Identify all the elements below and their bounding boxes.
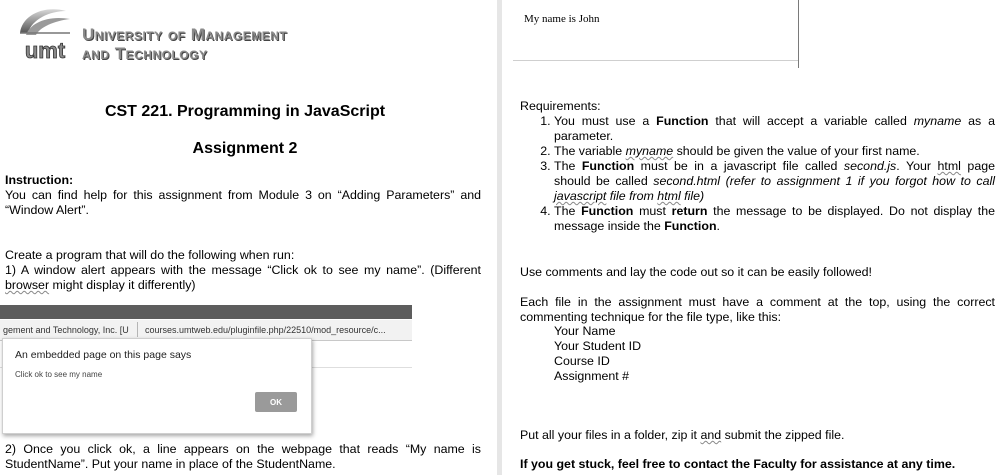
requirements-list [520,114,995,234]
req3-text-b: must be in a javascript file called [634,159,844,173]
task-step-1-browser: browser [5,278,50,292]
requirement-1 [554,114,995,144]
stuck-note: If you get stuck, feel free to contact the Faculty for assistance at any time. [520,457,956,471]
submit-text-a: Put all your files in a folder, zip it [520,428,701,442]
req3-function: Function [581,159,635,173]
webpage-output-box [513,0,799,68]
instruction-heading: Instruction: [5,173,74,187]
req4-text-b: must [633,204,672,218]
req3-text-a: The [554,159,582,173]
req1-text-a: You must use a [554,114,657,128]
req3-html-1: html [937,159,961,173]
task-step-1-text-a: 1) A window alert appears with the message “Click ok to see my name”. (Different [5,263,481,277]
req3-text-c: . Your [896,159,938,173]
req4-return: return [671,204,708,218]
requirement-2 [554,144,995,159]
header-line-course-id: Course ID [554,354,610,368]
header-line-name: Your Name [554,324,616,338]
req2-text-b: should be given the value of your first name. [673,144,920,158]
alert-dialog [2,338,312,434]
req3-text-g: file) [680,189,705,203]
umt-logo-icon [14,3,76,65]
req2-text-a: The variable [554,144,626,158]
req4-text-c: the message to be displayed. Do not display the message inside the [554,204,995,233]
output-text: My name is John [524,13,600,25]
submit-note [520,428,844,443]
alert-ok-button[interactable]: OK [255,392,297,412]
address-divider [137,322,138,337]
req3-javascript: javascript [554,189,607,203]
logo-technology-line: and Technology [82,44,208,63]
requirements-heading: Requirements: [520,99,601,113]
requirement-4 [554,204,995,234]
logo-emblem-text: umt [24,38,66,63]
req3-text-f: file from [606,189,658,203]
assignment-title: Assignment 2 [192,140,298,157]
req1-text-c: as a parameter. [554,114,995,143]
requirement-3 [554,159,995,204]
alert-dialog-message: Click ok to see my name [15,370,103,379]
submit-text-b: submit the zipped file. [721,428,845,442]
browser-tab-text: gement and Technology, Inc. [U [3,325,129,335]
req1-text-b: that will accept a variable called [708,114,914,128]
output-box-bottom-line [513,60,798,61]
alert-screenshot [0,305,412,435]
req4-text-d: . [716,219,720,233]
req4-function: Function [581,204,634,218]
req4-function-2: Function [664,219,717,233]
comments-note: Use comments and lay the code out so it can be easily followed! [520,265,872,279]
req3-text-d: page should be called [554,159,996,188]
task-intro: Create a program that will do the following when run: [5,248,295,262]
header-line-assignment: Assignment # [554,369,630,383]
task-step-1-text-b: might display it differently) [49,278,196,292]
req3-text-e: (refer to assignment 1 if you forgot how to call [720,174,995,188]
task-step-2: 2) Once you click ok, a line appears on the webpage that reads “My name is StudentName”. Put your name in place of the StudentName. [5,442,481,471]
task-step-1 [5,263,481,293]
req2-myname: myname [625,144,674,158]
req3-second-html: second.html [653,174,721,188]
submit-and: and [700,428,722,442]
course-title: CST 221. Programming in JavaScript [104,103,386,120]
browser-top-bar [0,305,412,319]
instruction-text: You can find help for this assignment from Module 3 on “Adding Parameters” and “Window Alert”. [5,188,481,217]
alert-dialog-heading: An embedded page on this page says [15,349,192,361]
req3-html-2: html [657,189,681,203]
req4-text-a: The [554,204,582,218]
browser-url-text: courses.umtweb.edu/pluginfile.php/22510/mod_resource/c... [145,325,386,335]
req1-myname: myname [913,114,962,128]
right-page [502,0,999,475]
logo-university-line: University of Management [82,25,288,44]
req1-function: Function [656,114,709,128]
header-comment-note: Each file in the assignment must have a comment at the top, using the correct commenting technique for the file type, like this: [520,295,995,324]
header-line-student-id: Your Student ID [554,339,642,353]
req3-second-js: second.js [843,159,897,173]
